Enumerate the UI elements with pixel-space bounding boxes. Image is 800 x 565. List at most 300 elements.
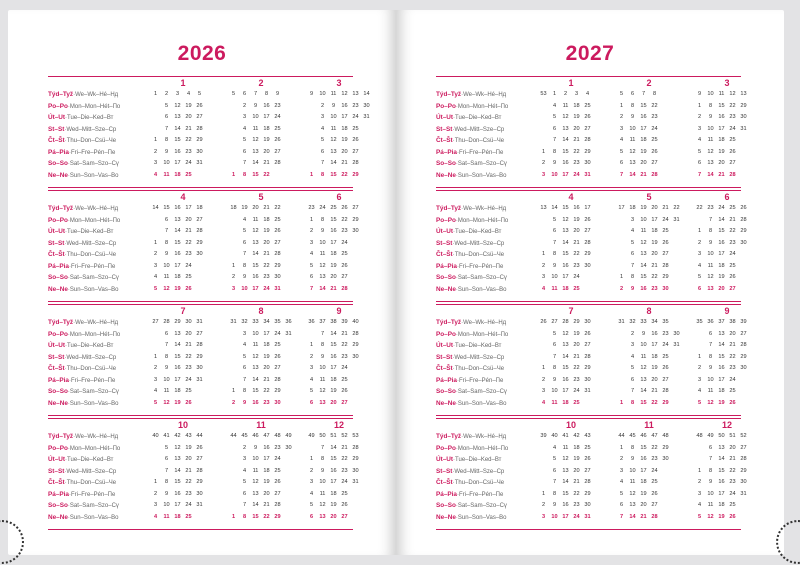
- day-cell: 7: [552, 353, 557, 360]
- day-row: [538, 500, 604, 512]
- day-cell: 25: [573, 285, 580, 292]
- day-cell: 4: [153, 274, 158, 280]
- day-cell: 27: [729, 160, 736, 166]
- day-cell: 29: [584, 251, 591, 257]
- day-cell: 25: [185, 388, 192, 394]
- week-number: 36: [707, 319, 714, 325]
- day-cell: 15: [640, 399, 647, 406]
- week-number: 53: [540, 91, 547, 97]
- day-cell: 10: [163, 160, 170, 166]
- week-number: 27: [551, 319, 558, 325]
- day-cell: 7: [164, 342, 169, 348]
- day-label: [436, 89, 542, 101]
- day-cell: 20: [263, 490, 270, 497]
- day-cell: 5: [309, 262, 314, 269]
- day-cell: 14: [330, 330, 337, 337]
- day-cell: 12: [707, 513, 714, 520]
- day-label: [48, 170, 154, 182]
- day-label-main: Týd–Tyž: [436, 91, 462, 98]
- day-cell: 11: [319, 376, 326, 383]
- day-cell: 20: [718, 160, 725, 166]
- day-cell: 19: [651, 239, 658, 246]
- day-cell: 19: [718, 274, 725, 280]
- day-cell: [671, 375, 682, 387]
- week-number: 3: [574, 91, 579, 97]
- day-cell: 23: [341, 228, 348, 234]
- day-cell: 17: [718, 490, 725, 497]
- day-cell: 20: [573, 228, 580, 234]
- day-cell: 17: [640, 467, 647, 474]
- day-cell: 9: [320, 228, 325, 234]
- day-cell: 24: [573, 513, 580, 520]
- week-number: 30: [584, 319, 591, 325]
- week-number: 44: [618, 433, 625, 439]
- day-cell: 17: [174, 160, 181, 166]
- day-cell: 6: [630, 376, 635, 383]
- day-cell: [228, 238, 239, 250]
- day-cell: 30: [196, 148, 203, 155]
- day-cell: 3: [541, 171, 546, 178]
- day-row: [228, 466, 294, 478]
- day-cell: [283, 375, 294, 387]
- day-cell: 19: [263, 228, 270, 234]
- day-row: [150, 500, 216, 512]
- day-label: [436, 363, 542, 375]
- day-cell: 8: [552, 365, 557, 371]
- day-label-main: So–So: [48, 160, 68, 167]
- day-row: [228, 375, 294, 387]
- day-cell: 6: [697, 285, 702, 292]
- day-row: [538, 226, 604, 238]
- day-cell: [738, 147, 749, 159]
- day-cell: 27: [196, 456, 203, 462]
- day-label: [436, 261, 542, 273]
- day-cell: 10: [707, 376, 714, 383]
- day-cell: 2: [619, 285, 624, 292]
- day-labels: [436, 431, 542, 523]
- day-label: [436, 249, 542, 261]
- day-cell: 5: [630, 239, 635, 246]
- day-cell: 5: [697, 399, 702, 406]
- day-cell: [361, 124, 372, 136]
- day-cell: 3: [153, 262, 158, 269]
- day-cell: 23: [651, 456, 658, 462]
- day-cell: [194, 512, 205, 524]
- day-cell: 15: [174, 353, 181, 360]
- day-row: [228, 398, 294, 410]
- day-cell: 3: [697, 376, 702, 383]
- week-number: 47: [263, 433, 270, 439]
- day-cell: 22: [341, 216, 348, 223]
- day-cell: 26: [274, 353, 281, 360]
- day-cell: 23: [662, 330, 669, 337]
- week-number: 35: [662, 319, 669, 325]
- day-cell: 19: [185, 444, 192, 451]
- day-cell: 4: [619, 479, 624, 485]
- day-cell: 24: [573, 171, 580, 178]
- day-cell: [228, 489, 239, 501]
- day-label: [48, 386, 154, 398]
- day-cell: 18: [562, 285, 569, 292]
- week-number: 14: [363, 91, 370, 97]
- day-cell: 6: [242, 148, 247, 155]
- day-cell: 4: [697, 388, 702, 394]
- day-label-main: Čt–Št: [436, 137, 453, 144]
- day-row: [306, 375, 372, 387]
- week-number-row: [228, 431, 294, 443]
- day-cell: 27: [584, 125, 591, 132]
- day-cell: 31: [363, 114, 370, 120]
- day-cell: 19: [263, 137, 270, 143]
- day-row: [306, 386, 372, 398]
- day-cell: 13: [640, 376, 647, 383]
- day-cell: [350, 512, 361, 524]
- day-cell: 9: [630, 285, 635, 292]
- day-label: [436, 170, 542, 182]
- month-number: 8: [258, 306, 264, 316]
- day-row: [694, 272, 760, 284]
- day-cell: 27: [352, 148, 359, 155]
- day-cell: 14: [252, 160, 259, 166]
- day-cell: 29: [274, 262, 281, 269]
- day-cell: 24: [185, 376, 192, 383]
- week-number: 31: [230, 319, 237, 325]
- day-cell: [228, 158, 239, 170]
- day-cell: 9: [164, 148, 169, 155]
- day-label-main: Ne–Ne: [436, 399, 456, 407]
- divider: [436, 187, 741, 188]
- week-number: 22: [274, 205, 281, 211]
- week-number: 43: [185, 433, 192, 439]
- day-row: [538, 170, 604, 182]
- day-cell: 23: [263, 274, 270, 280]
- day-cell: 6: [309, 274, 314, 280]
- day-cell: 8: [552, 251, 557, 257]
- day-cell: [228, 124, 239, 136]
- day-cell: 1: [619, 274, 624, 280]
- day-cell: 24: [185, 160, 192, 166]
- day-cell: 4: [697, 262, 702, 269]
- day-cell: 17: [263, 330, 270, 337]
- day-cell: 1: [309, 456, 314, 462]
- day-cell: 8: [630, 444, 635, 451]
- week-number: 47: [651, 433, 658, 439]
- day-cell: [738, 170, 749, 182]
- day-cell: [538, 226, 549, 238]
- day-cell: [671, 398, 682, 410]
- day-cell: 2: [153, 148, 158, 155]
- day-row: [694, 238, 760, 250]
- day-cell: 6: [242, 239, 247, 246]
- day-cell: [660, 512, 671, 524]
- day-cell: 27: [274, 490, 281, 497]
- day-cell: 16: [718, 114, 725, 120]
- day-cell: 5: [552, 216, 557, 223]
- day-cell: 11: [252, 342, 259, 348]
- day-label-translations: ·We–Wk–Hé–Нд: [73, 320, 119, 326]
- day-row: [538, 375, 604, 387]
- week-number: 33: [640, 319, 647, 325]
- day-cell: 7: [164, 467, 169, 474]
- day-cell: 1: [309, 171, 314, 178]
- day-cell: 24: [274, 456, 281, 462]
- day-cell: 10: [330, 114, 337, 120]
- day-label-translations: ·Fri–Fre–Pén–Пе: [456, 263, 504, 270]
- day-labels: [48, 317, 154, 409]
- day-cell: [738, 249, 749, 261]
- day-row: [306, 112, 372, 124]
- day-row: [694, 363, 760, 375]
- day-cell: 13: [562, 342, 569, 348]
- day-row: [616, 158, 682, 170]
- day-label: [48, 375, 154, 387]
- day-label: [436, 512, 542, 524]
- day-cell: [228, 147, 239, 159]
- quarter-block: [436, 76, 747, 188]
- week-number: 16: [573, 205, 580, 211]
- day-cell: [616, 363, 627, 375]
- day-label: [436, 431, 542, 443]
- week-number: 27: [152, 319, 159, 325]
- day-cell: 16: [640, 456, 647, 462]
- day-cell: 16: [174, 148, 181, 155]
- day-cell: 16: [562, 502, 569, 508]
- day-cell: 5: [242, 228, 247, 234]
- day-label-main: Ne–Ne: [436, 513, 456, 521]
- day-cell: 6: [164, 330, 169, 337]
- day-cell: 7: [619, 171, 624, 178]
- month-grid: [538, 418, 604, 523]
- day-row: [694, 226, 760, 238]
- day-cell: 19: [718, 399, 725, 406]
- day-cell: 3: [309, 365, 314, 371]
- day-cell: 13: [174, 330, 181, 337]
- day-cell: 22: [651, 274, 658, 280]
- day-cell: [671, 249, 682, 261]
- day-cell: 7: [320, 330, 325, 337]
- day-cell: 26: [662, 365, 669, 371]
- day-cell: 18: [718, 388, 725, 394]
- week-number: 40: [551, 433, 558, 439]
- day-cell: 31: [584, 171, 591, 178]
- day-cell: 15: [330, 342, 337, 348]
- day-cell: 4: [619, 137, 624, 143]
- day-cell: 18: [330, 490, 337, 497]
- day-cell: 27: [662, 251, 669, 257]
- day-cell: 4: [552, 102, 557, 109]
- month-number: 4: [568, 192, 574, 202]
- day-cell: 23: [341, 353, 348, 360]
- day-row: [616, 363, 682, 375]
- day-label-translations: ·Wed–Mitt–Sze–Ср: [64, 126, 117, 133]
- day-cell: 11: [330, 125, 337, 132]
- quarter-block: [48, 304, 359, 416]
- day-cell: 21: [185, 342, 192, 348]
- day-cell: 20: [263, 365, 270, 371]
- month-number: 3: [336, 78, 342, 88]
- day-label-main: Čt–Št: [48, 365, 65, 372]
- week-number: 39: [540, 433, 547, 439]
- week-number: 18: [230, 205, 237, 211]
- day-cell: 5: [320, 137, 325, 143]
- day-cell: 17: [341, 114, 348, 120]
- day-cell: 18: [174, 513, 181, 520]
- day-cell: [306, 135, 317, 147]
- day-cell: 28: [740, 456, 747, 462]
- week-number: 10: [319, 91, 326, 97]
- day-cell: [150, 215, 161, 227]
- day-cell: 7: [320, 444, 325, 451]
- day-label-main: Ne–Ne: [48, 513, 68, 521]
- day-cell: 12: [562, 330, 569, 337]
- day-cell: 7: [242, 376, 247, 383]
- week-number: 25: [330, 205, 337, 211]
- day-label-main: Po–Po: [48, 216, 68, 224]
- day-cell: 12: [640, 365, 647, 371]
- month-number: 9: [724, 306, 730, 316]
- day-cell: [738, 500, 749, 512]
- day-row: [228, 500, 294, 512]
- week-number: 45: [629, 433, 636, 439]
- day-label-translations: ·Fri–Fre–Pén–Пе: [68, 149, 116, 156]
- day-row: [694, 489, 760, 501]
- day-cell: 21: [640, 171, 647, 178]
- day-cell: 19: [174, 285, 181, 292]
- week-number: 31: [196, 319, 203, 325]
- week-number: 6: [242, 91, 247, 97]
- day-cell: 30: [584, 376, 591, 383]
- day-row: [306, 170, 372, 182]
- day-cell: 13: [252, 239, 259, 246]
- day-cell: 26: [196, 444, 203, 451]
- day-label-translations: ·Wed–Mitt–Sze–Ср: [452, 126, 505, 133]
- day-cell: [582, 284, 593, 296]
- day-cell: 20: [573, 467, 580, 474]
- day-cell: 31: [285, 330, 292, 337]
- day-row: [694, 135, 760, 147]
- week-number-row: [538, 317, 604, 329]
- day-cell: 8: [630, 274, 635, 280]
- week-number: 53: [352, 433, 359, 439]
- day-cell: 21: [651, 388, 658, 394]
- day-cell: 2: [309, 228, 314, 234]
- day-cell: 14: [640, 262, 647, 269]
- week-number-row: [616, 203, 682, 215]
- week-number: 41: [562, 433, 569, 439]
- day-cell: 9: [320, 467, 325, 474]
- day-cell: 8: [164, 137, 169, 143]
- day-cell: 22: [729, 102, 736, 109]
- day-label-main: Čt–Št: [436, 251, 453, 258]
- day-cell: 16: [562, 160, 569, 166]
- day-cell: 31: [196, 160, 203, 166]
- day-cell: 16: [174, 490, 181, 497]
- day-cell: [283, 466, 294, 478]
- day-row: [150, 386, 216, 398]
- day-label-translations: ·Sun–Son–Vas–Во: [455, 514, 507, 521]
- day-cell: 9: [164, 365, 169, 371]
- day-cell: 25: [274, 125, 281, 132]
- day-cell: 7: [630, 262, 635, 269]
- day-cell: 16: [252, 399, 259, 406]
- day-row: [306, 477, 372, 489]
- day-label-main: Pá–Pia: [436, 148, 457, 156]
- day-cell: [150, 329, 161, 341]
- day-cell: 30: [196, 365, 203, 371]
- day-label-translations: ·Mon–Mon–Hét–По: [67, 217, 121, 224]
- week-number: 11: [330, 91, 337, 97]
- day-row: [538, 284, 604, 296]
- day-row: [150, 158, 216, 170]
- day-row: [150, 170, 216, 182]
- day-label-translations: ·Sun–Son–Vas–Во: [455, 400, 507, 407]
- day-cell: 27: [274, 148, 281, 155]
- day-cell: 15: [562, 490, 569, 497]
- day-cell: [350, 386, 361, 398]
- day-cell: 20: [573, 342, 580, 348]
- day-cell: 15: [330, 456, 337, 462]
- day-label: [436, 443, 542, 455]
- week-number: 26: [740, 205, 747, 211]
- day-cell: 2: [153, 251, 158, 257]
- quarter-block: [48, 76, 370, 188]
- day-cell: 11: [562, 444, 569, 451]
- week-number: 42: [573, 433, 580, 439]
- day-cell: 9: [552, 376, 557, 383]
- day-cell: [150, 466, 161, 478]
- day-cell: [660, 466, 671, 478]
- day-cell: 24: [573, 388, 580, 394]
- day-cell: 19: [573, 114, 580, 120]
- day-cell: [194, 398, 205, 410]
- week-number: 23: [707, 205, 714, 211]
- day-cell: 9: [641, 330, 646, 337]
- day-cell: [306, 112, 317, 124]
- day-cell: 20: [185, 456, 192, 462]
- day-row: [616, 398, 682, 410]
- day-cell: 13: [562, 467, 569, 474]
- day-cell: 21: [263, 251, 270, 257]
- month-grid: [150, 304, 216, 409]
- day-cell: 10: [551, 274, 558, 280]
- day-cell: 22: [185, 137, 192, 143]
- month-grid: [616, 418, 682, 523]
- day-cell: [194, 284, 205, 296]
- day-row: [150, 466, 216, 478]
- day-cell: 13: [319, 399, 326, 406]
- day-cell: [194, 386, 205, 398]
- day-cell: 30: [662, 456, 669, 462]
- day-cell: 3: [242, 456, 247, 462]
- day-cell: 13: [174, 456, 181, 462]
- day-label-main: Pá–Pia: [48, 376, 69, 384]
- day-label-translations: ·We–Wk–Hé–Нд: [73, 92, 119, 98]
- day-row: [306, 261, 372, 273]
- day-cell: 28: [740, 216, 747, 223]
- day-cell: [228, 215, 239, 227]
- day-cell: 16: [640, 114, 647, 120]
- day-cell: 23: [185, 148, 192, 155]
- day-cell: 26: [352, 137, 359, 143]
- day-label-main: Ne–Ne: [48, 171, 68, 179]
- week-number: 19: [640, 205, 647, 211]
- month-number: 9: [336, 306, 342, 316]
- day-cell: 21: [573, 353, 580, 360]
- day-row: [694, 398, 760, 410]
- day-cell: 4: [630, 228, 635, 234]
- day-row: [694, 147, 760, 159]
- day-cell: 13: [252, 365, 259, 371]
